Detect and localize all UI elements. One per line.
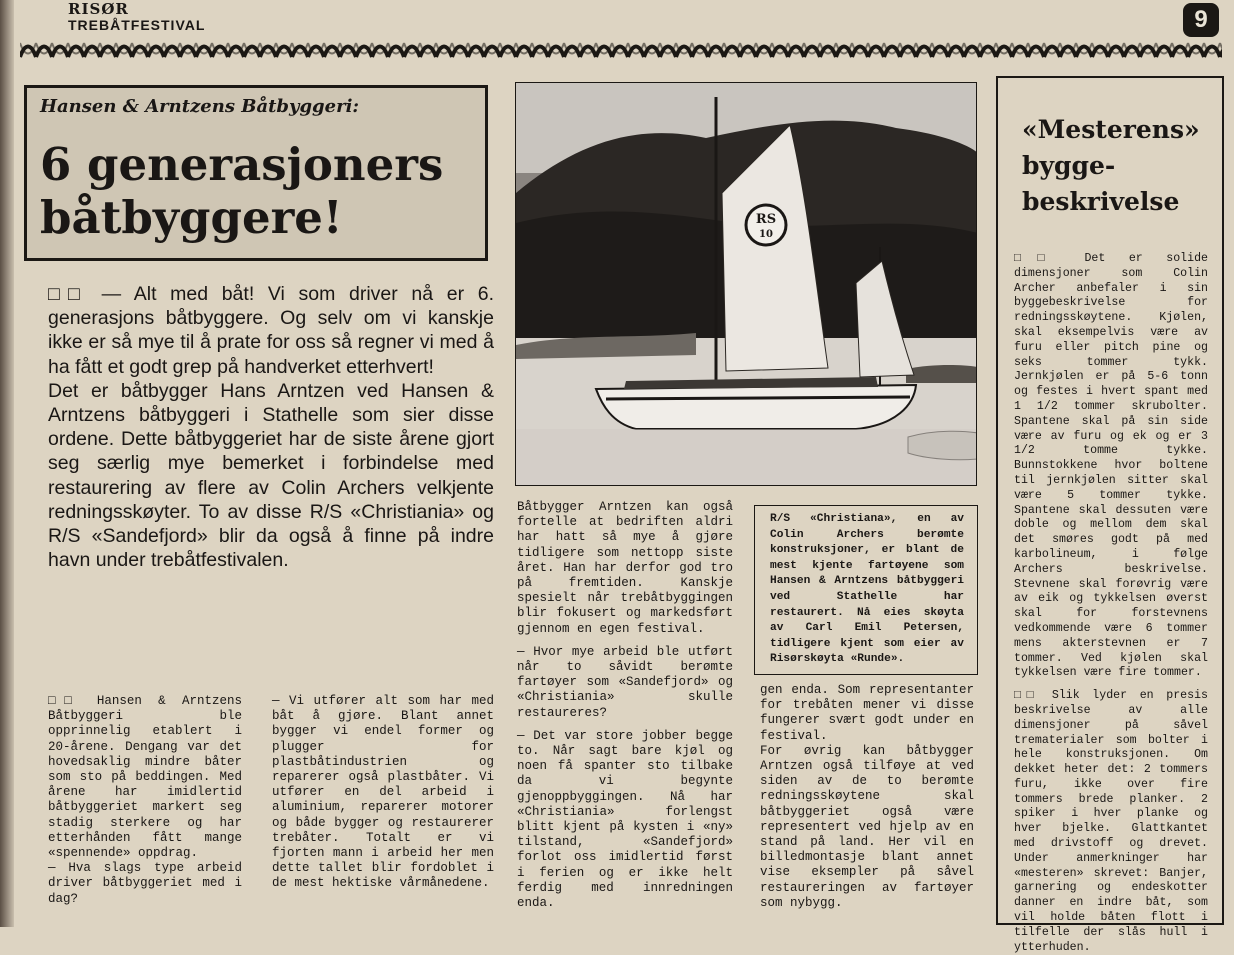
sidebar-title-line-1: «Mesterens» [1022, 115, 1200, 144]
page-gutter-shadow [0, 0, 14, 927]
article-column-2 [272, 694, 494, 892]
article-column-3 [517, 500, 733, 911]
column-3-paragraph-2: — Hvor mye arbeid ble utført når to såvidt berømte fartøyer som «Sandefjord» og «Christiania» skulle restaureres? [517, 644, 733, 720]
sidebar-title [1022, 112, 1212, 220]
photo-caption: R/S «Christiana», en av Colin Archers berømte konstruksjoner, er blant de mest kjente fartøyene som Hansen & Arntzens båtbyggeri ved Stathelle har restaurert. Nå eies skøyta av Carl Emil Petersen, tidligere kjent som eier av Risørskøyta «Runde». [770, 513, 964, 666]
lead-paragraph-2: Det er båtbygger Hans Arntzen ved Hansen & Arntzens båtbyggeri i Stathelle som sier disse ordene. Dette båtbyggeriet har de siste årene gjort seg særlig mye bemerket i forbindelse med restaurering av flere av Colin Archers velkjente redningsskøyter. To av disse R/S «Christiania» og R/S «Sandefjord» blir da også å finne på indre havn under trebåtfestivalen. [48, 379, 494, 572]
column-2-paragraph-1: — Vi utfører alt som har med båt å gjøre. Blant annet bygger vi endel former og plugger for plastbåtindustrien og reparerer også plastbåter. Vi utfører en del arbeid i aluminium, reparerer motorer og både bygger og restaurerer trebåter. Totalt er vi fjorten mann i arbeid her men dette tallet blir fordoblet i de mest hektiske vårmånedene. [272, 694, 494, 891]
article-kicker: Hansen & Arntzens Båtbyggeri: [40, 96, 360, 117]
article-lead [48, 282, 494, 572]
column-3-paragraph-1: Båtbygger Arntzen kan også fortelle at bedriften aldri har hatt så mye å gjøre tidligere som nettopp siste året. Han har derfor god tro på fremtiden. Kanskje spesielt når trebåtbyggingen blir fokusert og markedsført gjennom en egen festival. [517, 500, 733, 636]
sailboat-photo-image [516, 83, 977, 486]
sidebar-paragraph-1: □□ Det er solide dimensjoner som Colin Archer anbefaler i sin byggebeskrivelse for redningsskøytene. Kjølen, skal eksempelvis være av furu eller pitch pine og seks tommer tykk. Jernkjølen er på 5-6 tonn og festes i hvert spant med 1 1/2 tommer skrubolter. Spantene skal på sin side være av furu og ek og er 3 1/2 tomme tykke. Bunnstokkene hvor boltene til jernkjølen sitter skal være 5 tommer tykke. Spantene skal dessuten være doble og mellom dem skal det smøres godt på med karbolineum, i følge Archers beskrivelse. Stevnene skal forøvrig være av eik og tykkelsen øverst skal for forstevnens vedkommende være 6 tommer mens akterstevnen er 7 tommer. Ved kjølen skal tykkelsen være fire tommer. [1014, 252, 1208, 680]
column-1-paragraph-2: — Hva slags type arbeid driver båtbyggeriet med i dag? [48, 861, 242, 906]
page-number-badge: 9 [1183, 3, 1219, 37]
sail-badge-top: RS [755, 212, 777, 227]
column-3-paragraph-3: — Det var store jobber begge to. Når sagt bare kjøl og noen få spanter sto tilbake da vi begynte gjenoppbyggingen. Nå har «Christiania» forlengst blitt kjent på kysten i «ny» tilstand, «Sandefjord» forlot oss imidlertid først i ferien og er ikke helt ferdig med innredningen enda. [517, 728, 733, 911]
masthead-logo-text: RISØR [68, 0, 129, 18]
sidebar-paragraph-2: □□ Slik lyder en presis beskrivelse av alle dimensjoner på såvel trematerialer som bolter i hele konstruksjonen. Om dekket heter det: 2 tommers furu, ikke over fire tommers brede planker. 2 spiker i hver planke og hver bjelke. Glattkantet med drivstoff og drevet. Under anmerkninger har «mesteren» skrevet: Banjer, garnering og endeskotter danner en indre båt, som vil holde båten flott i tilfelle der slås hull i ytterhuden. [1014, 689, 1208, 954]
lead-paragraph-1: □□ — Alt med båt! Vi som driver nå er 6. generasjons båtbyggere. Og selv om vi kanskje ikke er så mye til å prate for oss så regner vi med å ha fått et godt grep på handverket etterhvert! [48, 283, 494, 378]
article-headline [40, 138, 488, 244]
rope-divider [20, 39, 1222, 61]
article-column-4 [760, 683, 974, 911]
sail-badge-bottom: 10 [759, 229, 773, 240]
column-4-paragraph-1: gen enda. Som representanter for trebåten mener vi disse fungerer svært godt under en festival. [760, 683, 974, 743]
sidebar-title-line-2: bygge- [1022, 151, 1116, 180]
article-column-1 [48, 694, 242, 907]
sailboat-photo [515, 82, 977, 486]
column-4-paragraph-2: For øvrig kan båtbygger Arntzen også tilføye at ved siden av de to berømte redningsskøytene skal båtbyggeriet også være representert ved hjelp av en stand på land. Her vil en billedmontasje blant annet vise eksempler på såvel restaureringen av fartøyer som nybygg. [760, 743, 974, 910]
headline-line-2: båtbyggere! [40, 191, 343, 244]
sidebar-title-line-3: beskrivelse [1022, 187, 1180, 216]
sidebar-body [1014, 252, 1208, 955]
headline-line-1: 6 generasjoners [40, 138, 444, 191]
masthead-subtitle: TREBÅTFESTIVAL [68, 17, 206, 33]
column-1-paragraph-1: □□ Hansen & Arntzens Båtbyggeri ble opprinnelig etablert i 20-årene. Dengang var det hovedsaklig mindre båter som sto på beddingen. Med årene har imidlertid båtbyggeriet markert seg stadig sterkere og har etterhånden fått mange «spennende» oppdrag. [48, 694, 242, 861]
